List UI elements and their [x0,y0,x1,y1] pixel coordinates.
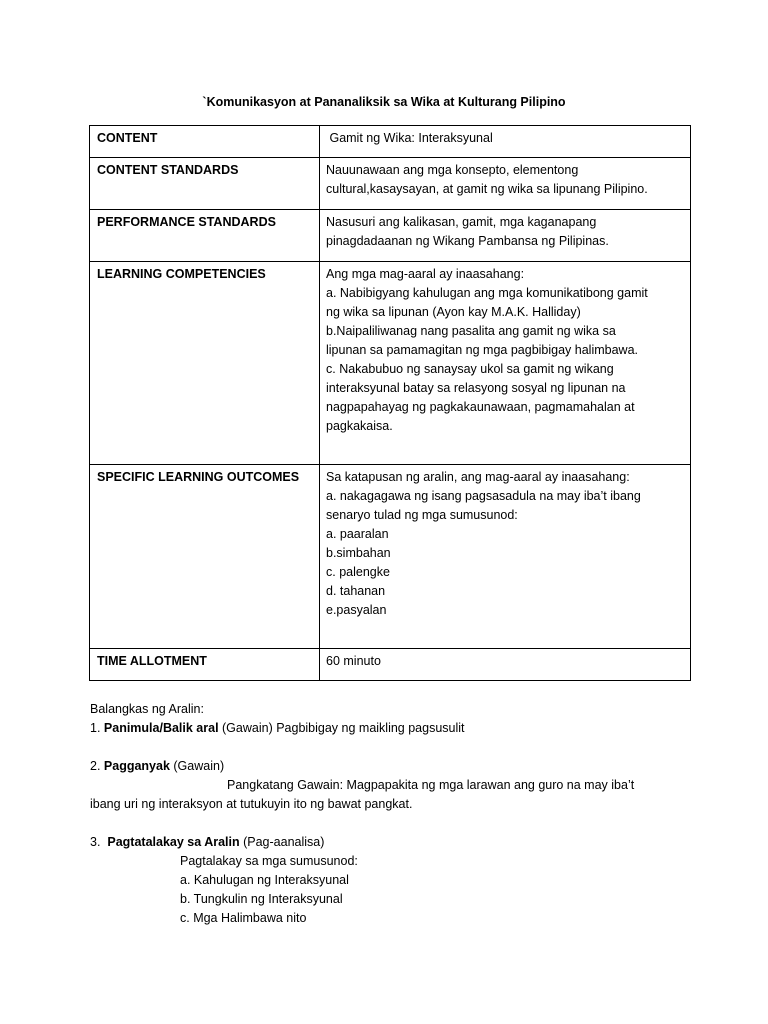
document-title: `Komunikasyon at Pananaliksik sa Wika at Kulturang Pilipino [202,95,566,109]
item-3-sub-c: c. Mga Halimbawa nito [180,911,307,925]
value-line: Nauunawaan ang mga konsepto, elementong [326,163,579,177]
value-line: pinagdadaanan ng Wikang Pambansa ng Pilipinas. [326,234,609,248]
item-2-description-line-1: Pangkatang Gawain: Magpapakita ng mga larawan ang guro na may iba’t [227,778,635,792]
item-number: 3. [90,835,108,849]
value-line: e.pasyalan [326,603,387,617]
row-value-learning-competencies [320,262,691,465]
row-label-content: CONTENT [90,126,320,158]
row-label-performance-standards: PERFORMANCE STANDARDS [90,210,320,262]
spacer [90,738,710,757]
value-line: d. tahanan [326,584,386,598]
value-line: c. Nakabubuo ng sanaysay ukol sa gamit ng wikang [326,362,614,376]
value-line: senaryo tulad ng mga sumusunod: [326,508,518,522]
value-line: nagpapahayag ng pagkakaunawaan, pagmamahalan at [326,400,635,414]
value-line: pagkakaisa. [326,419,393,433]
value-line: a. paaralan [326,527,389,541]
outline-item-3 [90,833,710,852]
spacer [90,814,710,833]
table-row [90,158,691,210]
value-line: cultural,kasaysayan, at gamit ng wika sa lipunang Pilipino. [326,182,648,196]
value-line: Gamit ng Wika: Interaksyunal [326,131,493,145]
table-row [90,649,691,681]
outline-item-2 [90,757,710,776]
value-line: b.Naipaliliwanag nang pasalita ang gamit ng wika sa [326,324,616,338]
outline-heading: Balangkas ng Aralin: [90,702,204,716]
value-line: Nasusuri ang kalikasan, gamit, mga kaganapang [326,215,597,229]
item-title: Pagtatalakay sa Aralin [107,835,240,849]
row-value-specific-learning-outcomes [320,465,691,649]
row-label-content-standards: CONTENT STANDARDS [90,158,320,210]
table-row [90,465,691,649]
value-line: c. palengke [326,565,390,579]
table-row [90,126,691,158]
item-detail: (Gawain) [169,759,225,773]
item-3-sub-b: b. Tungkulin ng Interaksyunal [180,892,343,906]
row-value-time-allotment [320,649,691,681]
item-detail: (Pag-aanalisa) [239,835,325,849]
item-3-sub-a: a. Kahulugan ng Interaksyunal [180,873,349,887]
row-label-specific-learning-outcomes: SPECIFIC LEARNING OUTCOMES [90,465,320,649]
row-value-performance-standards [320,210,691,262]
value-line: 60 minuto [326,654,381,668]
value-line: a. Nabibigyang kahulugan ang mga komunikatibong gamit [326,286,648,300]
table-row [90,210,691,262]
value-line: b.simbahan [326,546,391,560]
table-row [90,262,691,465]
item-detail: (Gawain) Pagbibigay ng maikling pagsusulit [218,721,465,735]
item-title: Panimula/Balik aral [103,721,219,735]
value-line: interaksyunal batay sa relasyong sosyal ng lipunan na [326,381,626,395]
value-line: Ang mga mag-aaral ay inaasahang: [326,267,525,281]
lesson-plan-table [89,125,691,681]
value-line: lipunan sa pamamagitan ng mga pagbibigay halimbawa. [326,343,639,357]
value-line: ng wika sa lipunan (Ayon kay M.A.K. Halliday) [326,305,581,319]
lesson-outline [90,700,710,928]
outline-item-1 [90,719,710,738]
row-value-content [320,126,691,158]
item-3-intro: Pagtalakay sa mga sumusunod: [180,854,358,868]
item-number: 2. [90,759,104,773]
row-value-content-standards [320,158,691,210]
item-title: Pagganyak [103,759,170,773]
row-label-time-allotment: TIME ALLOTMENT [90,649,320,681]
value-line: a. nakagagawa ng isang pagsasadula na may iba’t ibang [326,489,641,503]
item-2-description-line-2: ibang uri ng interaksyon at tutukuyin ito ng bawat pangkat. [90,797,413,811]
row-label-learning-competencies: LEARNING COMPETENCIES [90,262,320,465]
item-number: 1. [90,721,104,735]
value-line: Sa katapusan ng aralin, ang mag-aaral ay inaasahang: [326,470,630,484]
